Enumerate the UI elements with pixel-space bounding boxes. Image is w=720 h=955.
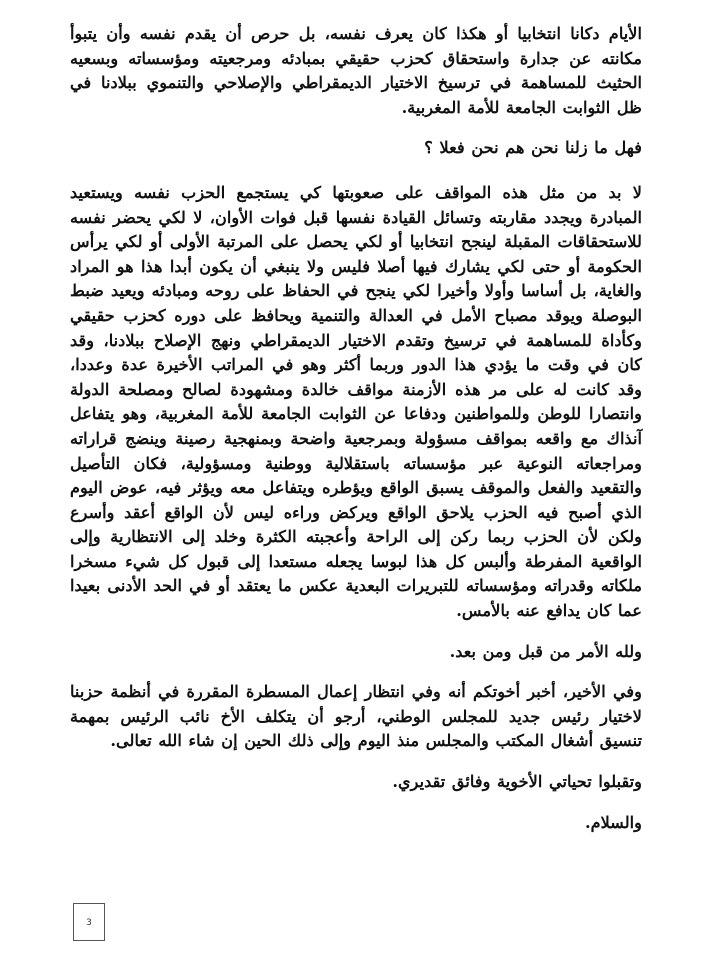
paragraph-final-notice: وفي الأخير، أخبر أخوتكم أنه وفي انتظار إعمال المسطرة المقررة في أنظمة حزبنا لاختيار رئيس جديد للمجلس الوطني، أرجو أن يتكلف الأخ نائب الرئيس بمهمة تنسيق أشغال المكتب والمجلس منذ اليوم وإلى ذلك الحين إن شاء الله تعالى. (70, 682, 642, 751)
paragraph-closing-phrase: ولله الأمر من قبل ومن بعد. (449, 641, 642, 661)
page-number: 3 (73, 903, 105, 941)
paragraph-question: فهل ما زلنا نحن هم نحن فعلا ؟ (424, 138, 642, 158)
paragraph-intro-continuation: الأيام دكانا انتخابيا أو هكذا كان يعرف نفسه، بل حرص أن يقدم نفسه وأن يتبوأ مكانته عن جدارة واستحقاق كحزب حقيقي بمبادئه ومرجعيته ومؤسساته وبسعيه الحثيث للمساهمة في ترسيخ الاختيار الديمقراطي والإصلاحي والتنموي ببلادنا في ظل الثوابت الجامعة للأمة المغربية. (70, 24, 642, 117)
paragraph-regards: وتقبلوا تحياتي الأخوية وفائق تقديري. (392, 772, 642, 792)
paragraph-salutation: والسلام. (584, 812, 642, 832)
paragraph-main-argument: لا بد من مثل هذه المواقف على صعوبتها كي يستجمع الحزب نفسه ويستعيد المبادرة ويجدد مقاربته وتسائل القيادة نفسها قبل فوات الأوان، لا لكي يحضر نفسه للاستحقاقات المقبلة لينجح انتخابيا أو لكي يحصل على المرتبة الأولى أو لكي يرأس الحكومة أو حتى لكي يشارك فيها أصلا فليس ولا ينبغي أن يكون أبدا هذا هو المراد والغاية، بل أساسا وأولا وأخيرا لكي ينجح في الحفاظ على روحه ومبادئه ويعيد ضبط البوصلة ويوقد مصباح الأمل في العدالة والتنمية ويحافظ على دوره كحزب حقيقي وكأداة للمساهمة في ترسيخ وتقدم الاختيار الديمقراطي ونهج الإصلاح ببلادنا، وقد كان في وقت ما يؤدي هذا الدور وربما أكثر وهو في المراتب الأخيرة عدة وعددا، وقد كانت له على مر هذه الأزمنة مواقف خالدة ومشهودة لصالح ومصلحة الدولة وانتصارا للوطن وللمواطنين ودفاعا عن الثوابت الجامعة للأمة المغربية، وهو يتفاعل آنذاك مع واقعه بمواقف مسؤولة وبمرجعية واضحة وبمنهجية رصينة وينضج قراراته ومراجعاته النوعية عبر مؤسساته باستقلالية ووطنية ومسؤولية، فكان التأصيل والتقعيد والفعل والموقف يسبق الواقع ويؤطره ويتفاعل معه ويؤثر فيه، عوض اليوم الذي أصبح فيه الحزب يلاحق الواقع ويركض وراءه ليس لأن الواقع أعقد وأسرع ولكن لأن الحزب ربما ركن إلى الراحة وأعجبته الكثرة وخلد إلى الانتظارية وإلى الواقعية المفرطة وألبس كل هذا لبوسا يجعله مستعدا إلى قبول كل شيء مسخرا ملكاته وقدراته ومؤسساته للتبريرات البعدية عكس ما يعتقد أو في الحد الأدنى بعيدا عما كان يدافع عنه بالأمس. (70, 182, 642, 621)
